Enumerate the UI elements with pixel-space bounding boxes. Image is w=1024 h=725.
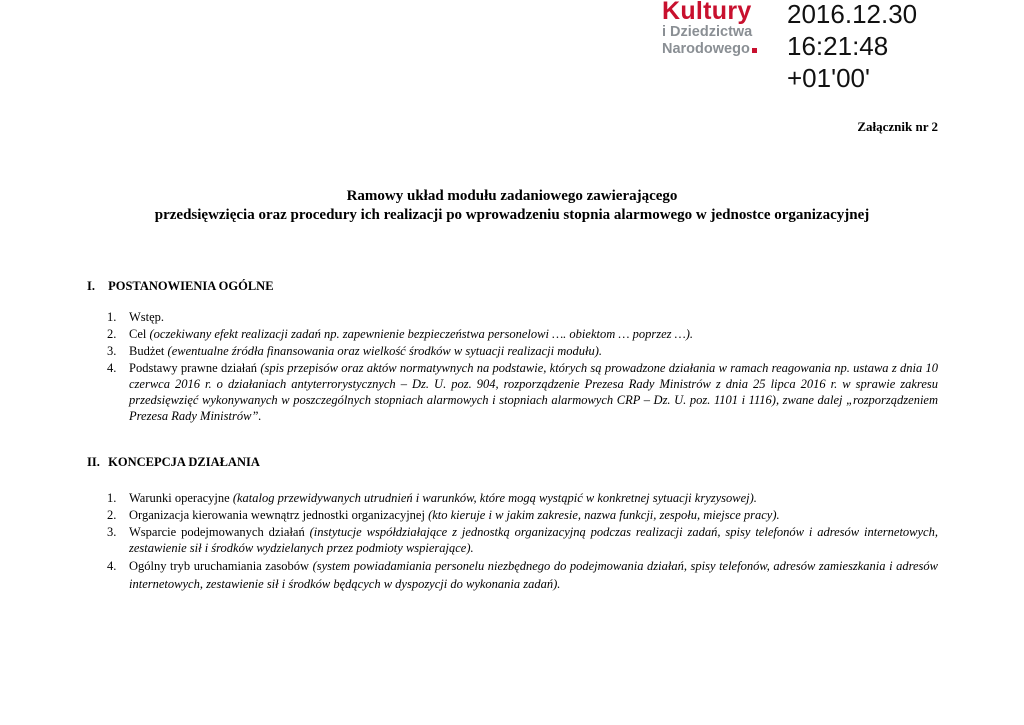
logo-line-1: Kultury bbox=[662, 0, 752, 25]
signature-time: 16:21:48 bbox=[787, 31, 889, 61]
item-desc: (system powiadamiania personelu niezbędnego do podejmowania działań, spisy telefonów, adresów zamieszkania i adresów internetowych, zestawienie sił i środków będących w dyspozycji do wykonania zadań). bbox=[129, 559, 938, 591]
signature-text bbox=[787, 0, 917, 94]
item-text: Organizacja kierowania wewnątrz jednostki organizacyjnej bbox=[129, 508, 429, 522]
item-desc: (katalog przewidywanych utrudnień i warunków, które mogą wystąpić w konkretnej sytuacji kryzysowej). bbox=[232, 491, 757, 505]
section-heading-2 bbox=[87, 455, 260, 470]
signature-timezone: +01'00' bbox=[787, 63, 870, 93]
attachment-label: Załącznik nr 2 bbox=[857, 119, 938, 134]
item-desc: (kto kieruje i w jakim zakresie, nazwa funkcji, zespołu, miejsce pracy). bbox=[428, 508, 780, 522]
item-desc: (ewentualne źródła finansowania oraz wielkość środków w sytuacji realizacji modułu). bbox=[167, 344, 603, 358]
item-text: Wstęp. bbox=[129, 310, 165, 324]
list-item bbox=[87, 507, 938, 523]
section-1-list bbox=[87, 309, 938, 425]
list-item bbox=[87, 557, 938, 593]
item-number: 1. bbox=[107, 310, 117, 324]
list-item bbox=[87, 524, 938, 556]
digital-signature-stamp bbox=[662, 0, 932, 100]
logo-line-3: Narodowego bbox=[662, 41, 750, 57]
item-number: 1. bbox=[107, 491, 117, 505]
item-number: 2. bbox=[107, 327, 117, 341]
item-text: Warunki operacyjne bbox=[129, 491, 233, 505]
list-item bbox=[87, 360, 938, 424]
list-item bbox=[87, 490, 938, 506]
logo-line-2: i Dziedzictwa bbox=[662, 24, 753, 40]
item-text: Podstawy prawne działań bbox=[129, 361, 261, 375]
item-number: 3. bbox=[107, 344, 117, 358]
section-1-number: I. bbox=[87, 279, 95, 293]
item-text: Ogólny tryb uruchamiania zasobów bbox=[129, 559, 313, 573]
item-number: 4. bbox=[107, 361, 117, 375]
logo-dot-icon bbox=[752, 48, 757, 53]
item-text: Budżet bbox=[129, 344, 168, 358]
section-2-number: II. bbox=[87, 455, 100, 469]
item-number: 3. bbox=[107, 525, 117, 539]
list-item bbox=[87, 309, 938, 325]
title-line-1: Ramowy układ modułu zadaniowego zawierającego bbox=[346, 188, 678, 204]
item-desc: (instytucje współdziałające z jednostką organizacyjną podczas realizacji zadań, spisy telefonów i adresów internetowych, zestawienie sił i środków wydzielanych przez podmioty wspierające). bbox=[129, 525, 938, 555]
item-text: Wsparcie podejmowanych działań bbox=[129, 525, 310, 539]
document-title bbox=[0, 187, 1024, 225]
list-item bbox=[87, 326, 938, 342]
item-number: 2. bbox=[107, 508, 117, 522]
title-line-2: przedsięwzięcia oraz procedury ich realizacji po wprowadzeniu stopnia alarmowego w jednostce organizacyjnej bbox=[154, 207, 870, 223]
item-text: Cel bbox=[129, 327, 150, 341]
logo-line-3-wrap bbox=[662, 41, 782, 58]
section-1-heading: POSTANOWIENIA OGÓLNE bbox=[108, 279, 274, 293]
section-2-list bbox=[87, 490, 938, 594]
ministry-logo bbox=[662, 0, 782, 58]
signature-date: 2016.12.30 bbox=[787, 0, 918, 29]
section-2-heading: KONCEPCJA DZIAŁANIA bbox=[108, 455, 260, 469]
item-desc: (spis przepisów oraz aktów normatywnych na podstawie, których są prowadzone działania w ramach reagowania np. ustawa z dnia 10 czerwca 2016 r. o działaniach antyterrorystycznych – Dz. U. poz. 904, rozporządzenie Prezesa Rady Ministrów z dnia 25 lipca 2016 r. w sprawie zakresu przedsięwzięć wykonywanych w poszczególnych stopniach alarmowych i stopniach alarmowych CRP – Dz. U. poz. 1101 i 1116), zwane dalej „rozporządzeniem Prezesa Rady Ministrów”. bbox=[129, 361, 938, 423]
item-desc: (oczekiwany efekt realizacji zadań np. zapewnienie bezpieczeństwa personelowi …. obiektom … poprzez …). bbox=[149, 327, 694, 341]
list-item bbox=[87, 343, 938, 359]
item-number: 4. bbox=[107, 559, 117, 573]
section-heading-1 bbox=[87, 279, 274, 294]
